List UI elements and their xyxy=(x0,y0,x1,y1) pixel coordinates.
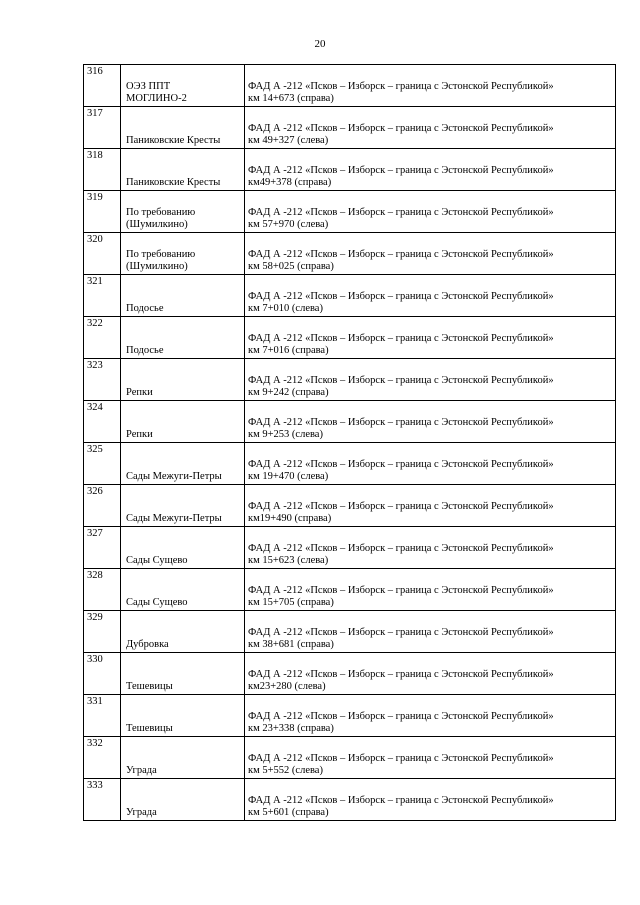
row-number: 319 xyxy=(84,191,121,233)
stop-name-line: Уграда xyxy=(126,765,157,776)
table-row xyxy=(84,485,616,527)
route-name: ФАД А -212 «Псков – Изборск – граница с Эстонской Республикой» xyxy=(248,291,554,302)
row-number: 329 xyxy=(84,611,121,653)
table-row xyxy=(84,233,616,275)
table-row xyxy=(84,149,616,191)
stop-name-line: Дубровка xyxy=(126,639,169,650)
row-number: 318 xyxy=(84,149,121,191)
table-row xyxy=(84,695,616,737)
stop-name xyxy=(121,695,245,737)
stop-name-line: Сады Сущево xyxy=(126,555,188,566)
stop-name-line: Репки xyxy=(126,387,153,398)
stop-name-line: Подосье xyxy=(126,345,164,356)
route-name: ФАД А -212 «Псков – Изборск – граница с Эстонской Республикой» xyxy=(248,165,554,176)
stop-name xyxy=(121,737,245,779)
row-number: 326 xyxy=(84,485,121,527)
stop-name xyxy=(121,569,245,611)
row-number: 324 xyxy=(84,401,121,443)
route-name: ФАД А -212 «Псков – Изборск – граница с Эстонской Республикой» xyxy=(248,627,554,638)
stop-name xyxy=(121,443,245,485)
table-row xyxy=(84,401,616,443)
stop-name-line: (Шумилкино) xyxy=(126,219,188,230)
km-marker: км49+378 (справа) xyxy=(248,177,332,188)
stop-name-line: Паниковские Кресты xyxy=(126,177,221,188)
stop-location xyxy=(245,485,616,527)
stop-location xyxy=(245,107,616,149)
table-row xyxy=(84,107,616,149)
stop-location xyxy=(245,65,616,107)
stop-name xyxy=(121,191,245,233)
route-name: ФАД А -212 «Псков – Изборск – граница с Эстонской Республикой» xyxy=(248,795,554,806)
stop-name-line: Сады Межуги-Петры xyxy=(126,471,222,482)
stop-name xyxy=(121,653,245,695)
row-number: 332 xyxy=(84,737,121,779)
stop-location xyxy=(245,275,616,317)
stop-name xyxy=(121,275,245,317)
table-row xyxy=(84,527,616,569)
route-name: ФАД А -212 «Псков – Изборск – граница с Эстонской Республикой» xyxy=(248,333,554,344)
route-name: ФАД А -212 «Псков – Изборск – граница с Эстонской Республикой» xyxy=(248,669,554,680)
route-name: ФАД А -212 «Псков – Изборск – граница с Эстонской Республикой» xyxy=(248,375,554,386)
km-marker: км 38+681 (справа) xyxy=(248,639,334,650)
stop-location xyxy=(245,653,616,695)
row-number: 316 xyxy=(84,65,121,107)
table-row xyxy=(84,779,616,821)
table-row xyxy=(84,611,616,653)
stop-name-line: Репки xyxy=(126,429,153,440)
table-row xyxy=(84,359,616,401)
stop-location xyxy=(245,779,616,821)
stop-name xyxy=(121,65,245,107)
route-name: ФАД А -212 «Псков – Изборск – граница с Эстонской Республикой» xyxy=(248,711,554,722)
row-number: 328 xyxy=(84,569,121,611)
stop-name-line: Подосье xyxy=(126,303,164,314)
stop-name-line: Сады Сущево xyxy=(126,597,188,608)
km-marker: км 5+552 (слева) xyxy=(248,765,323,776)
km-marker: км 49+327 (слева) xyxy=(248,135,329,146)
stop-name xyxy=(121,149,245,191)
stop-name xyxy=(121,779,245,821)
km-marker: км 14+673 (справа) xyxy=(248,93,334,104)
stop-name xyxy=(121,527,245,569)
table-row xyxy=(84,653,616,695)
row-number: 322 xyxy=(84,317,121,359)
table-row xyxy=(84,737,616,779)
stop-location xyxy=(245,359,616,401)
route-name: ФАД А -212 «Псков – Изборск – граница с Эстонской Республикой» xyxy=(248,81,554,92)
route-name: ФАД А -212 «Псков – Изборск – граница с Эстонской Республикой» xyxy=(248,585,554,596)
stop-name xyxy=(121,233,245,275)
route-name: ФАД А -212 «Псков – Изборск – граница с Эстонской Республикой» xyxy=(248,249,554,260)
route-name: ФАД А -212 «Псков – Изборск – граница с Эстонской Республикой» xyxy=(248,417,554,428)
km-marker: км 57+970 (слева) xyxy=(248,219,329,230)
km-marker: км 58+025 (справа) xyxy=(248,261,334,272)
row-number: 327 xyxy=(84,527,121,569)
table-row xyxy=(84,317,616,359)
row-number: 321 xyxy=(84,275,121,317)
stop-location xyxy=(245,611,616,653)
stop-location xyxy=(245,527,616,569)
km-marker: км 7+010 (слева) xyxy=(248,303,323,314)
row-number: 330 xyxy=(84,653,121,695)
stop-name-line: МОГЛИНО-2 xyxy=(126,93,187,104)
stop-name-line: Уграда xyxy=(126,807,157,818)
route-name: ФАД А -212 «Псков – Изборск – граница с Эстонской Республикой» xyxy=(248,501,554,512)
stop-name-line: ОЭЗ ППТ xyxy=(126,81,171,92)
km-marker: км 19+470 (слева) xyxy=(248,471,329,482)
route-name: ФАД А -212 «Псков – Изборск – граница с Эстонской Республикой» xyxy=(248,459,554,470)
stop-name xyxy=(121,401,245,443)
stop-name-line: По требованию xyxy=(126,249,196,260)
km-marker: км 9+253 (слева) xyxy=(248,429,323,440)
stop-name-line: Паниковские Кресты xyxy=(126,135,221,146)
stop-location xyxy=(245,401,616,443)
km-marker: км 15+623 (слева) xyxy=(248,555,329,566)
km-marker: км23+280 (слева) xyxy=(248,681,326,692)
row-number: 317 xyxy=(84,107,121,149)
km-marker: км 7+016 (справа) xyxy=(248,345,329,356)
row-number: 333 xyxy=(84,779,121,821)
table-row xyxy=(84,569,616,611)
route-name: ФАД А -212 «Псков – Изборск – граница с Эстонской Республикой» xyxy=(248,207,554,218)
bus-stops-table xyxy=(83,64,616,821)
stop-name xyxy=(121,317,245,359)
stop-location xyxy=(245,317,616,359)
row-number: 320 xyxy=(84,233,121,275)
km-marker: км 23+338 (справа) xyxy=(248,723,334,734)
stop-name xyxy=(121,359,245,401)
row-number: 325 xyxy=(84,443,121,485)
stop-name-line: Тешевицы xyxy=(126,723,173,734)
table-row xyxy=(84,275,616,317)
stop-location xyxy=(245,149,616,191)
stop-name xyxy=(121,485,245,527)
stop-name-line: Тешевицы xyxy=(126,681,173,692)
page-number: 20 xyxy=(314,38,326,50)
km-marker: км 5+601 (справа) xyxy=(248,807,329,818)
route-name: ФАД А -212 «Псков – Изборск – граница с Эстонской Республикой» xyxy=(248,543,554,554)
stop-name xyxy=(121,107,245,149)
table-row xyxy=(84,65,616,107)
route-name: ФАД А -212 «Псков – Изборск – граница с Эстонской Республикой» xyxy=(248,123,554,134)
route-name: ФАД А -212 «Псков – Изборск – граница с Эстонской Республикой» xyxy=(248,753,554,764)
row-number: 331 xyxy=(84,695,121,737)
stop-location xyxy=(245,191,616,233)
stop-location xyxy=(245,569,616,611)
stop-name-line: (Шумилкино) xyxy=(126,261,188,272)
km-marker: км 15+705 (справа) xyxy=(248,597,334,608)
stop-name xyxy=(121,611,245,653)
stop-location xyxy=(245,737,616,779)
row-number: 323 xyxy=(84,359,121,401)
stop-location xyxy=(245,695,616,737)
stop-location xyxy=(245,443,616,485)
km-marker: км19+490 (справа) xyxy=(248,513,332,524)
stop-location xyxy=(245,233,616,275)
km-marker: км 9+242 (справа) xyxy=(248,387,329,398)
stop-name-line: По требованию xyxy=(126,207,196,218)
stop-name-line: Сады Межуги-Петры xyxy=(126,513,222,524)
table-row xyxy=(84,443,616,485)
table-row xyxy=(84,191,616,233)
